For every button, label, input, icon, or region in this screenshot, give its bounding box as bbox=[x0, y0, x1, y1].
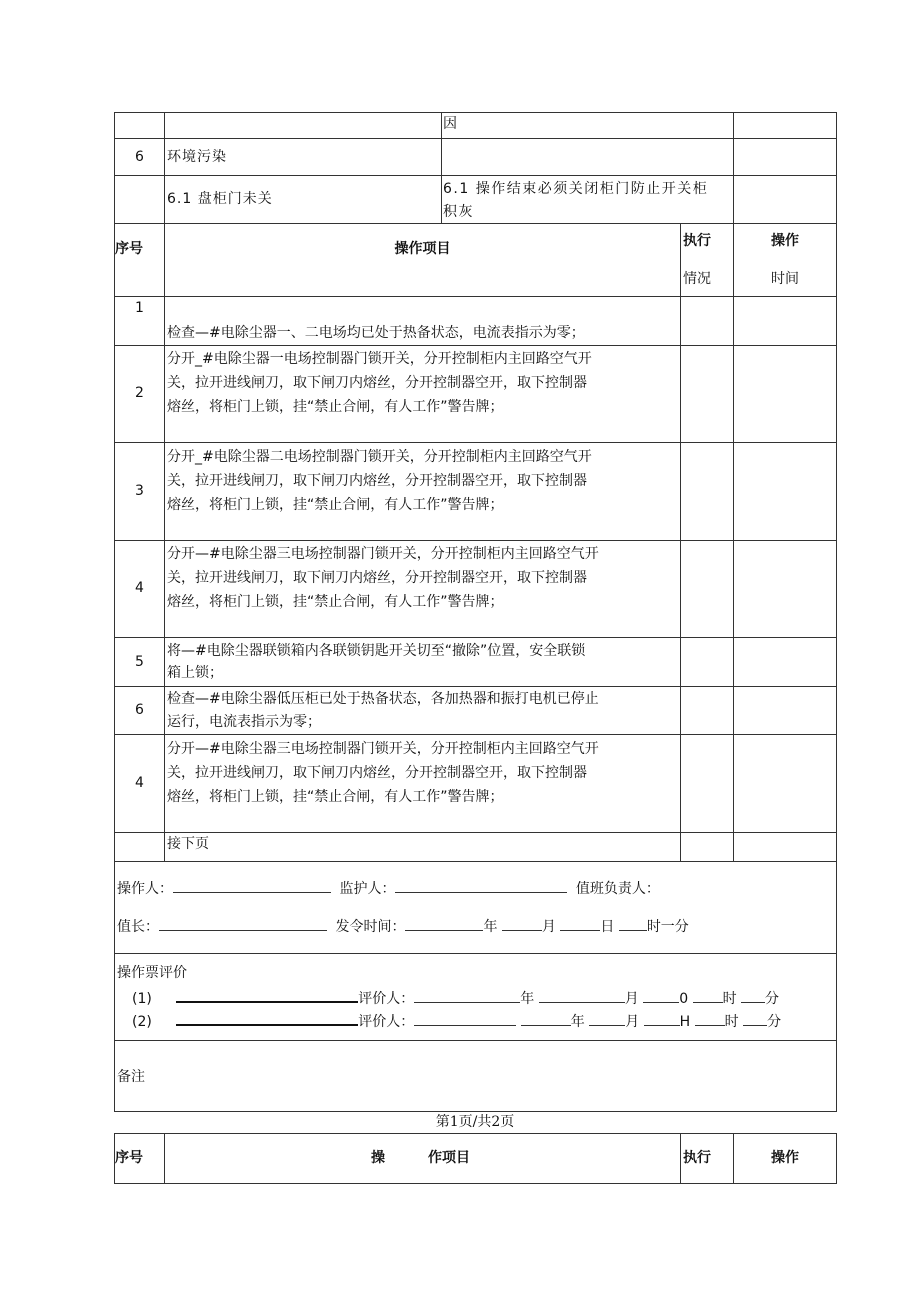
step-number: 6 bbox=[135, 702, 144, 718]
signature-row-1 bbox=[117, 878, 660, 900]
step-text: 关，拉开进线闸刀，取下闸刀内熔丝，分开控制器空开，取下控制器 bbox=[167, 765, 587, 781]
month-label: 月 bbox=[625, 1014, 640, 1030]
step-number: 5 bbox=[135, 654, 144, 670]
chief-blank[interactable] bbox=[159, 916, 327, 931]
step-text: 检查—#电除尘器低压柜已处于热备状态，各加热器和振打电机已停止 bbox=[167, 691, 599, 707]
step-number: 4 bbox=[135, 775, 144, 791]
header-exec-line2: 情况 bbox=[683, 271, 711, 287]
row2-measure-line2: 积灰 bbox=[443, 204, 474, 220]
next-header-item-a: 操 bbox=[371, 1150, 385, 1166]
header-exec-line1: 执行 bbox=[683, 233, 711, 249]
next-header-seq: 序号 bbox=[115, 1150, 143, 1166]
month-label: 月 bbox=[541, 919, 556, 935]
step-text: 分开_#电除尘器二电场控制器门锁开关，分开控制柜内主回路空气开 bbox=[167, 449, 592, 465]
evaluator-label: 评价人： bbox=[358, 1014, 415, 1030]
minute-blank[interactable] bbox=[743, 1011, 767, 1026]
evaluation-index: (2) bbox=[132, 1014, 152, 1030]
guardian-label: 监护人： bbox=[339, 881, 396, 897]
step-text: 检查—#电除尘器一、二电场均已处于热备状态，电流表指示为零； bbox=[167, 325, 585, 341]
month-blank[interactable] bbox=[589, 1011, 625, 1026]
month-label: 月 bbox=[624, 991, 639, 1007]
hour-label: 时 bbox=[722, 991, 737, 1007]
day-blank[interactable] bbox=[560, 916, 600, 931]
step-text: 熔丝，将柜门上锁，挂“禁止合闸，有人工作”警告牌； bbox=[167, 789, 504, 805]
step-number: 4 bbox=[135, 580, 144, 596]
signature-row-2 bbox=[117, 916, 689, 938]
hour-minute-label: 时一分 bbox=[646, 919, 689, 935]
step-text: 关，拉开进线闸刀，取下闸刀内熔丝，分开控制器空开，取下控制器 bbox=[167, 473, 587, 489]
row1-hazard: 环境污染 bbox=[167, 149, 227, 165]
step-number: 1 bbox=[135, 300, 144, 316]
day-label: 日 bbox=[600, 919, 615, 935]
year-label: 年 bbox=[483, 919, 498, 935]
order-time-label: 发令时间： bbox=[335, 919, 406, 935]
month-blank[interactable] bbox=[539, 988, 625, 1003]
hour-label: 时 bbox=[724, 1014, 739, 1030]
evaluation-blank[interactable] bbox=[176, 1010, 358, 1026]
year-blank[interactable] bbox=[405, 916, 483, 931]
row2-hazard: 6.1 盘柜门未关 bbox=[167, 191, 273, 207]
step-text: 运行，电流表指示为零； bbox=[167, 714, 321, 730]
next-header-item-b: 作项目 bbox=[428, 1150, 470, 1166]
evaluation-row-1 bbox=[132, 987, 779, 1010]
day-value: H bbox=[679, 1014, 691, 1030]
page-footer: 第1页/共2页 bbox=[435, 1114, 515, 1130]
evaluation-index: (1) bbox=[132, 991, 152, 1007]
operator-label: 操作人： bbox=[117, 881, 173, 897]
header-time-line1: 操作 bbox=[771, 233, 799, 249]
step-text: 关，拉开进线闸刀，取下闸刀内熔丝，分开控制器空开，取下控制器 bbox=[167, 570, 587, 586]
shift-lead-label: 值班负责人： bbox=[575, 881, 660, 897]
row1-number: 6 bbox=[135, 149, 144, 165]
day-blank[interactable] bbox=[644, 1011, 680, 1026]
header-item: 操作项目 bbox=[394, 241, 451, 257]
year-label: 年 bbox=[570, 1014, 585, 1030]
hour-blank[interactable] bbox=[619, 916, 647, 931]
hour-blank[interactable] bbox=[693, 988, 723, 1003]
hour-blank[interactable] bbox=[695, 1011, 725, 1026]
step-number: 3 bbox=[135, 483, 144, 499]
step-text: 箱上锁； bbox=[167, 665, 223, 681]
step-text: 熔丝，将柜门上锁，挂“禁止合闸，有人工作”警告牌； bbox=[167, 399, 504, 415]
step-text: 关，拉开进线闸刀，取下闸刀内熔丝，分开控制器空开，取下控制器 bbox=[167, 375, 587, 391]
step-number: 2 bbox=[135, 385, 144, 401]
continue-next-page: 接下页 bbox=[167, 836, 209, 852]
month-blank[interactable] bbox=[502, 916, 542, 931]
step-text: 分开—#电除尘器三电场控制器门锁开关，分开控制柜内主回路空气开 bbox=[167, 741, 599, 757]
header-seq: 序号 bbox=[115, 241, 143, 257]
next-header-exec: 执行 bbox=[683, 1150, 711, 1166]
day-value: 0 bbox=[679, 991, 689, 1007]
minute-label: 分 bbox=[765, 991, 780, 1007]
minute-blank[interactable] bbox=[741, 988, 765, 1003]
row2-measure-line1: 6.1 操作结束必须关闭柜门防止开关柜 bbox=[443, 181, 709, 197]
year-blank[interactable] bbox=[521, 1011, 571, 1026]
step-text: 熔丝，将柜门上锁，挂“禁止合闸，有人工作”警告牌； bbox=[167, 497, 504, 513]
minute-label: 分 bbox=[767, 1014, 782, 1030]
year-label: 年 bbox=[520, 991, 535, 1007]
chief-label: 值长： bbox=[117, 919, 159, 935]
evaluation-blank[interactable] bbox=[176, 987, 358, 1003]
evaluation-title: 操作票评价 bbox=[117, 965, 187, 981]
remarks-label: 备注 bbox=[117, 1069, 145, 1085]
step-text: 分开_#电除尘器一电场控制器门锁开关，分开控制柜内主回路空气开 bbox=[167, 351, 592, 367]
guardian-blank[interactable] bbox=[395, 878, 567, 893]
next-header-time: 操作 bbox=[771, 1150, 799, 1166]
evaluator-label: 评价人： bbox=[358, 991, 415, 1007]
evaluator-blank[interactable] bbox=[414, 988, 520, 1003]
day-blank[interactable] bbox=[643, 988, 679, 1003]
step-text: 分开—#电除尘器三电场控制器门锁开关，分开控制柜内主回路空气开 bbox=[167, 546, 599, 562]
step-text: 熔丝，将柜门上锁，挂“禁止合闸，有人工作”警告牌； bbox=[167, 594, 504, 610]
row0-measure-text: 因 bbox=[443, 116, 457, 132]
evaluation-row-2 bbox=[132, 1010, 781, 1033]
evaluator-blank[interactable] bbox=[414, 1011, 516, 1026]
header-time-line2: 时间 bbox=[771, 271, 799, 287]
operator-blank[interactable] bbox=[173, 878, 331, 893]
step-text: 将—#电除尘器联锁箱内各联锁钥匙开关切至“撤除”位置，安全联锁 bbox=[167, 643, 586, 659]
